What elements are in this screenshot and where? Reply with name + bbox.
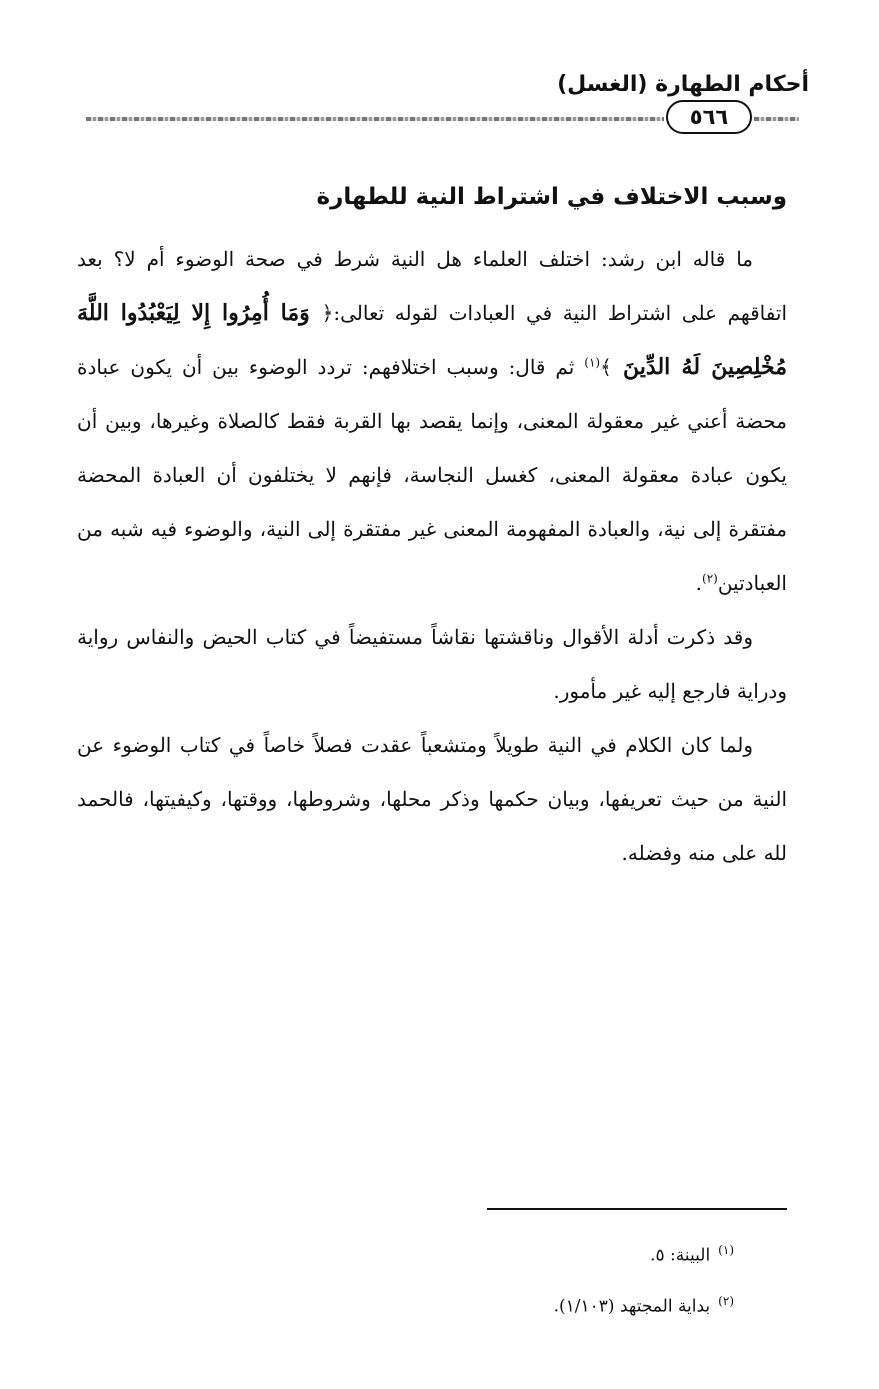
paragraph-1-end: . bbox=[695, 571, 702, 595]
footnote-1-text: البينة: ٥. bbox=[650, 1245, 711, 1266]
footnote-1 bbox=[650, 1236, 734, 1270]
body-text bbox=[77, 232, 787, 880]
quran-open-bracket: ﴿ bbox=[321, 301, 334, 325]
paragraph-3-text: ولما كان الكلام في النية طويلاً ومتشعباً عقدت فصلاً خاصاً في كتاب الوضوء عن النية من حيث تعريفها، وبيان حكمها وذكر محلها، وشروطها، ووقتها، وكيفيتها، فالحمد لله على منه وفضله. bbox=[77, 733, 787, 865]
paragraph-1-lead: ما قاله ابن رشد: اختلف العلماء هل النية شرط في صحة الوضوء أم لا؟ بعد اتفاقهم على اشتراط النية في العبادات لقوله تعالى: bbox=[77, 247, 788, 325]
paragraph-1 bbox=[77, 232, 787, 610]
quran-verse: وَمَا أُمِرُوا إِلا لِيَعْبُدُوا اللَّهَ مُخْلِصِينَ لَهُ الدِّينَ bbox=[77, 300, 787, 380]
paragraph-2 bbox=[77, 610, 787, 718]
footnote-1-mark: (١) bbox=[718, 1243, 734, 1257]
paragraph-2-text: وقد ذكرت أدلة الأقوال وناقشتها نقاشاً مستفيضاً في كتاب الحيض والنفاس رواية ودراية فارجع إليه غير مأمور. bbox=[77, 625, 787, 703]
section-heading: وسبب الاختلاف في اشتراط النية للطهارة bbox=[316, 184, 787, 210]
footnote-ref-2: (٢) bbox=[702, 571, 718, 586]
paragraph-3 bbox=[77, 718, 787, 880]
footnote-2-mark: (٢) bbox=[718, 1294, 734, 1308]
footnote-2-text: بداية المجتهد (١/١٠٣). bbox=[553, 1296, 711, 1317]
header-rule bbox=[86, 117, 664, 121]
quran-close-bracket: ﴾ bbox=[600, 355, 612, 379]
footnote-ref-1: (١) bbox=[584, 355, 601, 370]
page-number: ٥٦٦ bbox=[666, 100, 752, 134]
footnote-separator bbox=[487, 1208, 787, 1210]
footnote-2 bbox=[554, 1287, 734, 1321]
paragraph-1-rest: ثم قال: وسبب اختلافهم: تردد الوضوء بين أن يكون عبادة محضة أعني غير معقولة المعنى، وإنما يقصد بها القربة فقط كالصلاة وغيرها، وبين أن يكون عبادة معقولة المعنى، كغسل النجاسة، فإنهم لا يختلفون أن العبادة المحضة مفتقرة إلى نية، والعبادة المفهومة المعنى غير مفتقرة إلى النية، والوضوء فيه شبه من العبادتين bbox=[77, 355, 787, 595]
running-title: أحكام الطهارة (الغسل) bbox=[557, 72, 809, 97]
header-rule-right bbox=[754, 117, 799, 121]
